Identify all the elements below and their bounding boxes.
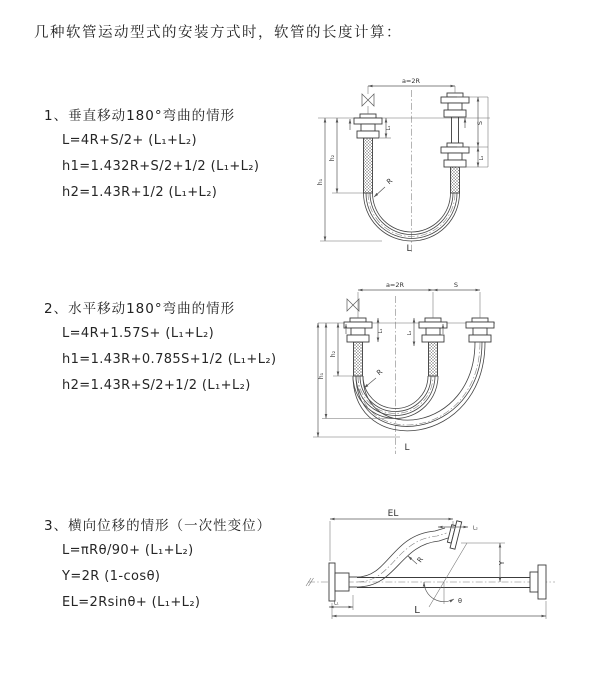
section3-formula-EL: EL=2Rsinθ+ (L₁+L₂) — [62, 595, 201, 610]
section3-heading: 3、横向位移的情形（一次性变位） — [44, 518, 272, 534]
radius-callout — [364, 368, 384, 388]
label-y: Y — [498, 560, 506, 566]
label-l2: L₂ — [407, 330, 413, 336]
label-a2r: a=2R — [401, 77, 421, 85]
label-h1: h₁ — [318, 372, 325, 380]
radius-callout — [374, 177, 394, 197]
label-h2: h₂ — [330, 350, 337, 358]
label-theta: θ — [458, 597, 462, 605]
label-l: L — [404, 443, 410, 453]
diagram-lateral-displacement — [305, 503, 600, 653]
section2-formula-h2: h2=1.43R+S/2+1/2 (L₁+L₂) — [62, 378, 251, 393]
dim-l2 — [478, 147, 485, 167]
section1-heading: 1、垂直移动180°弯曲的情形 — [44, 108, 236, 124]
dim-y — [461, 543, 506, 582]
section2-heading: 2、水平移动180°弯曲的情形 — [44, 301, 236, 317]
braided-hose-right — [451, 167, 460, 193]
diagram-vertical-180-bend — [310, 70, 590, 260]
right-pipe — [452, 117, 459, 143]
section3-formula-Y: Y=2R (1-cosθ) — [62, 569, 161, 584]
dim-el — [330, 509, 453, 561]
label-s: S — [476, 120, 484, 126]
flange-right-upper — [441, 93, 469, 117]
label-h1: h₁ — [317, 178, 324, 186]
dim-s — [433, 281, 480, 318]
section2-formula-h1: h1=1.43R+0.785S+1/2 (L₁+L₂) — [62, 352, 277, 367]
flange-left — [354, 114, 382, 138]
u-hose-moved — [353, 342, 485, 431]
flange-right-lower — [441, 143, 469, 167]
label-r: R — [375, 367, 385, 378]
label-h2: h₂ — [329, 154, 336, 162]
label-l1: L₁ — [378, 328, 384, 334]
valve-icon — [362, 94, 374, 106]
s-curve-hose — [357, 528, 448, 587]
label-l1: L₁ — [386, 125, 392, 131]
label-l: L — [406, 244, 412, 254]
label-s: S — [453, 281, 459, 289]
dim-l1 — [378, 318, 384, 342]
page-title: 几种软管运动型式的安装方式时，软管的长度计算： — [34, 25, 402, 41]
label-l2: L₂ — [473, 525, 478, 532]
section1-formula-h2: h2=1.43R+1/2 (L₁+L₂) — [62, 185, 218, 200]
braided-hose-left — [364, 138, 373, 193]
flange-right-original — [530, 565, 546, 599]
braided-hose-left — [354, 342, 363, 376]
label-a2r: a=2R — [385, 281, 405, 289]
dim-l2 — [407, 318, 414, 346]
flange-right-moved — [466, 318, 494, 342]
flange-left — [344, 318, 372, 342]
section3-formula-L: L=πRθ/90+ (L₁+L₂) — [62, 543, 194, 558]
label-r: R — [415, 555, 426, 565]
label-r: R — [385, 176, 395, 187]
diagram-horizontal-180-bend — [310, 276, 595, 461]
label-l2: L₂ — [479, 155, 485, 161]
radius-callout — [408, 555, 425, 564]
label-el: EL — [387, 509, 399, 519]
dim-l — [332, 601, 546, 619]
flange-right-displaced — [446, 520, 462, 549]
section1-formula-h1: h1=1.432R+S/2+1/2 (L₁+L₂) — [62, 159, 260, 174]
angle-theta — [424, 543, 467, 607]
braided-hose-middle — [429, 342, 438, 376]
section2-formula-L: L=4R+1.57S+ (L₁+L₂) — [62, 326, 215, 341]
label-l: L — [414, 605, 420, 616]
dim-h2 — [330, 323, 353, 376]
label-l1: L₁ — [334, 600, 339, 607]
section1-formula-L: L=4R+S/2+ (L₁+L₂) — [62, 133, 198, 148]
dim-h2 — [329, 118, 363, 193]
valve-icon — [347, 299, 359, 311]
